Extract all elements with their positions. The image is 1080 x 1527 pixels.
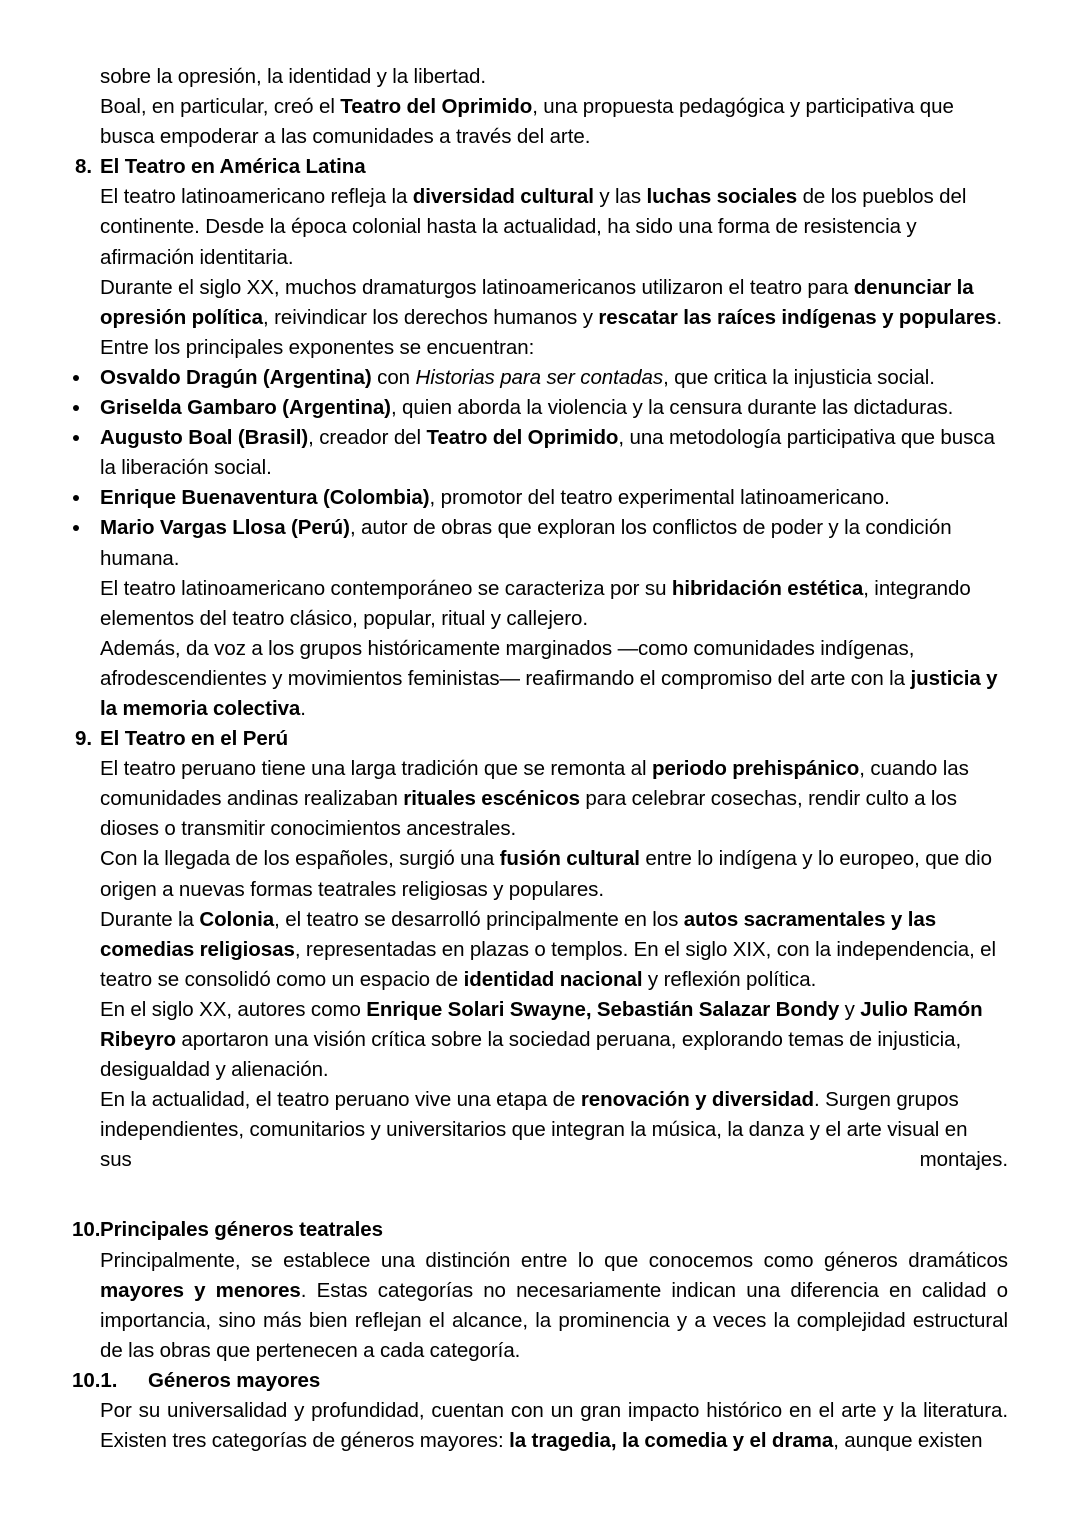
para-renovacion-diversidad [72, 1085, 1008, 1175]
list-number: 8. [75, 155, 92, 179]
text-run: Además, da voz a los grupos históricamente marginados —como comunidades indígenas, afrodescendientes y movimientos feministas— reafirmando el compromiso del arte con la [100, 636, 915, 690]
text-run: de los pueblos del continente. Desde la época colonial hasta la actualidad, ha sido una forma de resistencia y afirmación identitaria. [100, 185, 967, 269]
text-run: , el teatro se desarrolló principalmente en los [274, 907, 684, 931]
text-run: . Surgen grupos independientes, comunitarios y universitarios que integran la música, la danza y el arte visual en [100, 1088, 968, 1142]
bullet-text [100, 426, 995, 479]
text-run: Durante el siglo XX, muchos dramaturgos latinoamericanos utilizaron el teatro para [100, 275, 854, 299]
bullet-enrique-buenaventura [100, 483, 1008, 513]
bullet-osvaldo-dragun [100, 363, 1008, 393]
bold-run: Augusto Boal (Brasil) [100, 426, 309, 450]
text-run: Con la llegada de los españoles, surgió una [100, 847, 500, 871]
bold-run: hibridación estética [671, 576, 864, 600]
heading-text: El Teatro en América Latina [100, 155, 366, 179]
bullet-dot-icon [73, 495, 79, 501]
text-run: sobre la opresión, la identidad y la libertad. [100, 65, 487, 88]
bullet-dot-icon [73, 435, 79, 441]
para-opresion-identidad [100, 62, 1008, 92]
text-run: , reivindicar los derechos humanos y [262, 305, 599, 329]
bold-run: Enrique Buenaventura (Colombia) [100, 486, 430, 510]
bullet-text [100, 396, 953, 419]
bold-run: periodo prehispánico [651, 757, 860, 781]
text-run: para celebrar cosechas, rendir culto a los dioses o transmitir conocimientos ancestrales. [100, 787, 957, 841]
text-run: Principalmente, se establece una distinción entre lo que conocemos como géneros dramáticos [100, 1248, 1008, 1272]
list-number: 9. [75, 727, 92, 751]
text-run: , aunque existen [833, 1429, 983, 1453]
text-run: , promotor del teatro experimental latinoamericano. [429, 486, 890, 510]
list-number: 10. [72, 1218, 101, 1242]
text-run: , cuando las comunidades andinas realizaban [100, 757, 969, 811]
bullet-dot-icon [73, 405, 79, 411]
heading-text: Principales géneros teatrales [100, 1218, 384, 1242]
bold-run: Colonia [199, 907, 275, 931]
bold-run: mayores y menores [100, 1278, 301, 1302]
text-run: aportaron una visión crítica sobre la sociedad peruana, explorando temas de injusticia, desigualdad y alienación. [100, 1028, 962, 1082]
bold-run: Teatro del Oprimido [340, 95, 533, 119]
bold-run: Teatro del Oprimido [426, 426, 619, 450]
text-run: . [300, 696, 306, 720]
paragraph-last-line [100, 1145, 1008, 1175]
text-run: , representadas en plazas o templos. En el siglo XIX, con la independencia, el teatro se consolidó como un espacio de [100, 937, 997, 991]
text-run: Durante la [100, 907, 200, 931]
text-run: . [996, 305, 1003, 329]
document-content [72, 62, 1008, 1456]
text-run: , una propuesta pedagógica y participativa que busca empoderar a las comunidades a través del arte. [100, 95, 954, 149]
para-generos-mayores-menores [100, 1246, 1008, 1366]
text-run: , una metodología participativa que busca la liberación social. [100, 426, 995, 480]
text-run: , quien aborda la violencia y la censura durante las dictaduras. [390, 396, 954, 420]
text-run: En la actualidad, el teatro peruano vive una etapa de [100, 1088, 581, 1112]
text-run: , creador del [308, 426, 427, 450]
para-universalidad-profundidad [100, 1396, 1008, 1456]
text-run: con [371, 365, 416, 389]
bold-run: rescatar las raíces indígenas y populares [598, 305, 997, 329]
text-run: y reflexión política. [642, 967, 817, 991]
heading-9-teatro-peru [72, 724, 1008, 754]
heading-8-teatro-america-latina [72, 152, 1008, 182]
text-run: El teatro latinoamericano refleja la [100, 185, 413, 209]
text-run: . Estas categorías no necesariamente indican una diferencia en calidad o importancia, sino más bien reflejan el alcance, la prominencia y a veces la complejidad estructural de las obras que pertenecen a cada categoría. [100, 1278, 1009, 1362]
text-run: , que critica la injusticia social. [663, 365, 935, 389]
para-teatro-latinoamericano-diversidad [100, 182, 1008, 272]
bold-run: autos sacramentales y las comedias religiosas [100, 907, 937, 961]
bold-run: identidad nacional [463, 967, 643, 991]
bold-run: renovación y diversidad [580, 1088, 814, 1112]
stub-left-word: sus [100, 1148, 132, 1172]
text-run: y las [593, 185, 647, 209]
bullet-text [100, 516, 952, 569]
para-siglo-xx-dramaturgos [100, 273, 1008, 333]
heading-text: El Teatro en el Perú [100, 727, 289, 751]
bold-run: rituales escénicos [403, 787, 580, 811]
bullet-text [100, 486, 890, 509]
text-run: , integrando elementos del teatro clásico, popular, ritual y callejero. [100, 576, 971, 630]
text-run: y [839, 997, 861, 1021]
bold-run: fusión cultural [499, 847, 640, 871]
bold-run: Griselda Gambaro (Argentina) [100, 396, 391, 420]
bold-run: Mario Vargas Llosa (Perú) [100, 516, 350, 540]
paragraph-body [100, 1085, 1008, 1145]
text-run: En el siglo XX, autores como [100, 997, 367, 1021]
para-teatro-peruano-prehispanico [100, 754, 1008, 844]
text-run: Por su universalidad y profundidad, cuentan con un gran impacto histórico en el arte y la literatura. Existen tres categorías de géneros mayores: [100, 1399, 1008, 1453]
bullet-augusto-boal [100, 423, 1008, 483]
bullet-griselda-gambaro [100, 393, 1008, 423]
list-number: 10.1. [72, 1368, 118, 1392]
text-run: El teatro latinoamericano contemporáneo se caracteriza por su [100, 576, 672, 600]
para-grupos-marginados [100, 634, 1008, 724]
para-principales-exponentes [100, 333, 1008, 363]
bullet-mario-vargas-llosa [100, 513, 1008, 573]
para-colonia-autos-sacramentales [100, 905, 1008, 995]
bold-run: denunciar la opresión política [100, 275, 974, 329]
bold-run: luchas sociales [646, 185, 798, 209]
para-boal-teatro-oprimido [100, 92, 1008, 152]
bullet-dot-icon [73, 375, 79, 381]
text-run: entre lo indígena y lo europeo, que dio origen a nuevas formas teatrales religiosas y populares. [100, 847, 992, 901]
bullet-dot-icon [73, 525, 79, 531]
bold-run: Enrique Solari Swayne, Sebastián Salazar Bondy [366, 997, 840, 1021]
heading-text: Géneros mayores [148, 1368, 321, 1392]
para-autores-siglo-xx-peru [100, 995, 1008, 1085]
bold-run: Julio Ramón Ribeyro [100, 997, 983, 1051]
heading-10-principales-generos-teatrales [72, 1215, 1008, 1245]
bold-run: diversidad cultural [412, 185, 594, 209]
para-hibridacion-estetica [100, 574, 1008, 634]
heading-10-1-generos-mayores [72, 1366, 1008, 1396]
bold-run: la tragedia, la comedia y el drama [509, 1429, 834, 1453]
bullet-text [100, 366, 935, 389]
text-run: El teatro peruano tiene una larga tradición que se remonta al [100, 757, 652, 781]
italic-run: Historias para ser contadas [415, 365, 664, 389]
stub-right-word: montajes. [919, 1148, 1008, 1172]
blank-line-spacer [72, 1175, 1008, 1215]
text-run: Entre los principales exponentes se encuentran: [100, 335, 535, 359]
text-run: Boal, en particular, creó el [100, 95, 341, 119]
bold-run: Osvaldo Dragún (Argentina) [100, 365, 372, 389]
bold-run: justicia y la memoria colectiva [100, 666, 998, 720]
text-run: , autor de obras que exploran los conflictos de poder y la condición humana. [100, 516, 952, 570]
para-fusion-cultural [100, 844, 1008, 904]
